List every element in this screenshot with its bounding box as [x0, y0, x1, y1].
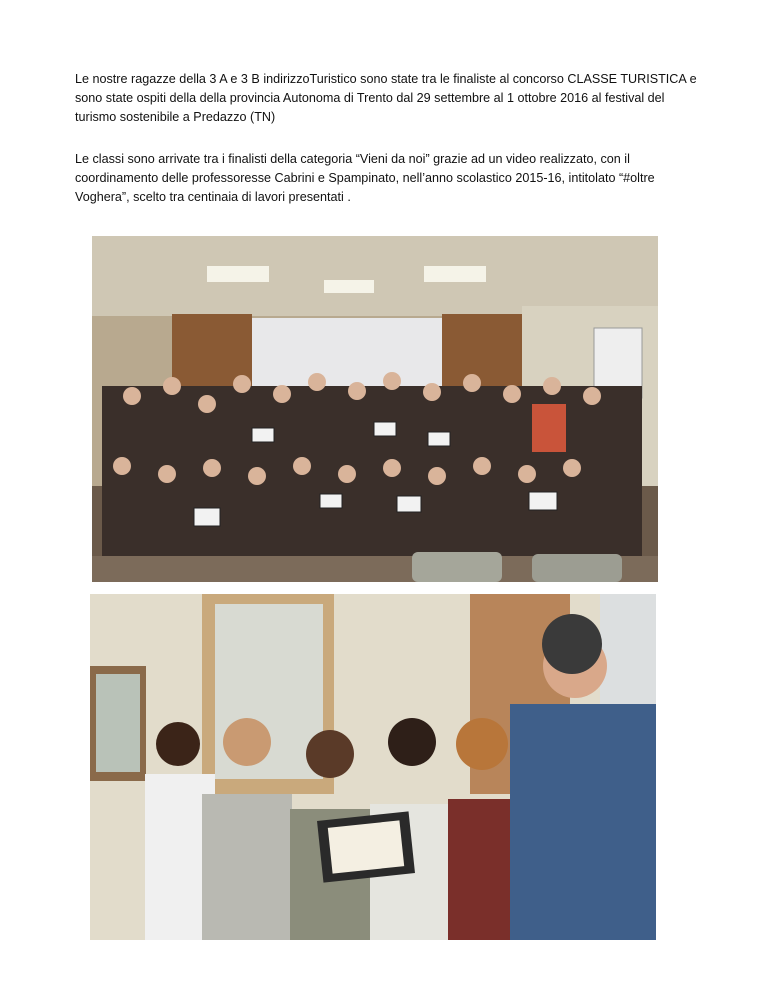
award-photo [90, 594, 656, 940]
group-photo [92, 236, 658, 582]
paragraph-intro: Le nostre ragazze della 3 A e 3 B indirizzoTuristico sono state tra le finaliste al concorso CLASSE TURISTICA e sono state ospiti della della provincia Autonoma di Trento dal 29 settembre al 1 ottobre 2016 al festival del turismo sostenibile a Predazzo (TN) [75, 72, 697, 124]
paragraph-details: Le classi sono arrivate tra i finalisti della categoria “Vieni da noi” grazie ad un video realizzato, con il coordinamento delle professoresse Cabrini e Spampinato, nell’anno scolastico 2015-16, intitolato “#oltre Voghera”, scelto tra centinaia di lavori presentati . [75, 152, 655, 204]
